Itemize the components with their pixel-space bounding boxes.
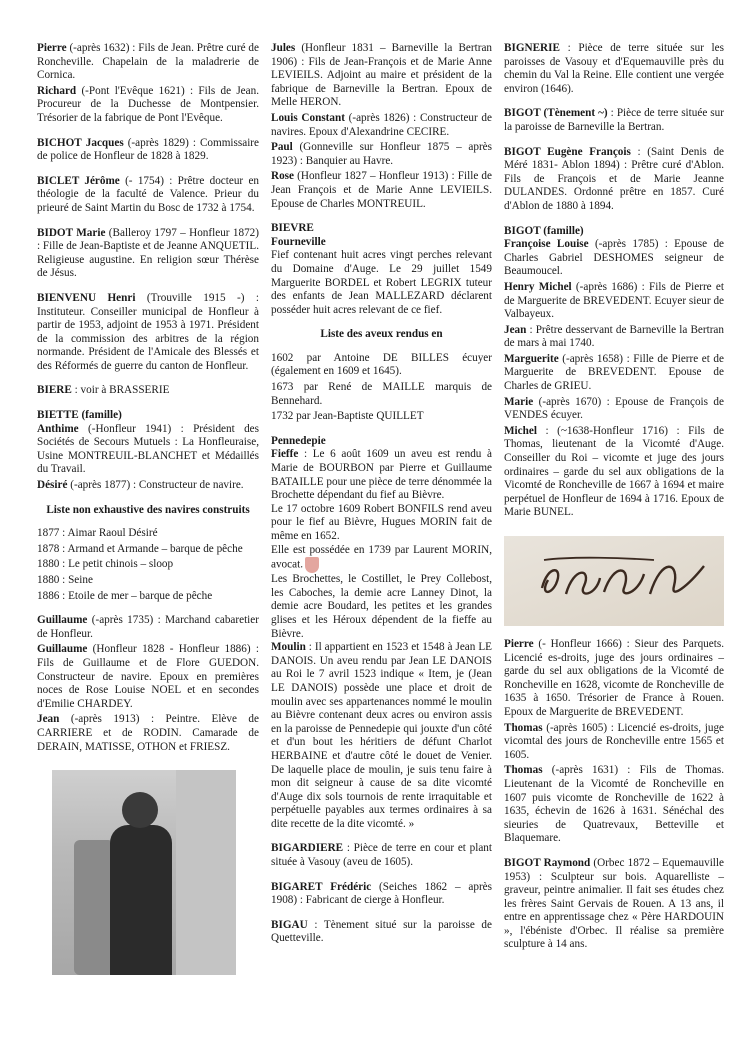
entry: Jean : Prêtre desservant de Barneville la Bertran de mars à mai 1740.	[504, 323, 724, 350]
entry: Pierre (- Honfleur 1666) : Sieur des Parquets. Licencié es-droits, juge des jours ordinaires – garde du sel aux obligations de la Vicomté de Roncheville en 1628, vicomte de Roncheville de 1635 à 1650. Trésorier de France à Rouen. Epoux de Marguerite de BREVEDENT.	[504, 638, 724, 718]
photo-easel	[74, 840, 114, 975]
list-item: 1880 : Seine	[37, 574, 93, 586]
entry: Louis Constant (-après 1826) : Constructeur de navires. Epoux d'Alexandrine CECIRE.	[271, 111, 492, 138]
entry: BIENVENU Henri (Trouville 1915 -) : Instituteur. Conseiller municipal de Honfleur à partir de 1953, adjoint de 1953 à 1971. Président de la commission des arbitres de la région normande. Président de l'Amicale des Blessés et des Réformés de guerre du canton de Honfleur.	[37, 291, 259, 372]
ship-list	[37, 527, 259, 603]
entry: Jules (Honfleur 1831 – Barneville la Bertran 1906) : Fils de Jean-François et de Marie Anne LEVIEILS. Adjoint au maire et président de la fabrique de Barneville la Bertran. Epoux de Melle HERON.	[271, 42, 492, 109]
entry: Guillaume (Honfleur 1828 - Honfleur 1886) : Fils de Guillaume et de Flore GUEDON. Constructeur de navire. Epoux en premières noces de Rose Louise NOEL et en secondes d'Emilie CHARDEY.	[37, 643, 259, 710]
entry: BIGOT (Tènement ~) : Pièce de terre située sur la paroisse de Barneville la Bertran.	[504, 107, 724, 133]
entry: Richard (-Pont l'Evêque 1621) : Fils de Jean. Procureur de la Duchesse de Montpensier. Trésorier de la fabrique de Pont l'Evêque.	[37, 84, 259, 124]
entry: BIGAU : Tènement situé sur la paroisse de Quetteville.	[271, 918, 492, 945]
entry: Fieffe : Le 6 août 1609 un aveu est rendu à Marie de BOURBON par Pierre et Guillaume BATAILLE pour une pièce de terre dénommée la Brochette dépendant du fief au Bièvre.	[271, 448, 492, 502]
entry-text: Elle est possédée en 1739 par Laurent MORIN, avocat.	[271, 544, 492, 574]
painter-photo	[52, 770, 236, 975]
photo-background	[176, 770, 236, 975]
entry: Désiré (-après 1877) : Constructeur de navire.	[37, 479, 244, 492]
entry: Marie (-après 1670) : Epouse de François de VENDES écuyer.	[504, 395, 724, 422]
entry: Thomas (-après 1631) : Fils de Thomas. Lieutenant de la Vicomté de Roncheville en 1607 puis vicomte de Roncheville de 1622 à 1635, échevin de 1626 à 1631. Sénéchal des sieuries de Quatrevaux, Betteville et Blaquemare.	[504, 764, 724, 845]
entry: Marguerite (-après 1658) : Fille de Pierre et de Marguerite de BREVEDENT. Epouse de Charles de GRIEU.	[504, 352, 724, 393]
entry: Moulin : Il appartient en 1523 et 1548 à Jean LE DANOIS. Un aveu rendu par Jean LE DANOIS au Roi le 7 avril 1523 indique « Item, je (Jean LE DANOIS) possède une place et droit de moulin avec ses appartenances nommé le moulin au Bièvre contenant deux acres ou environ assis en la paroisse de Pennedepie qui jouxte d'un côté et d'un bout les héritiers de défunt Charlot HERBAINE et d'autre côté le douet de Venier. De laquelle place de moulin, je suis tenu faire à mon dit seigneur à cause de sa dite vicomté d'Auge dix sols tournois de rente irraquitable et perpétuelle payables aux termes ordinaires à sa dite recette de la dite vicomté. »	[271, 641, 492, 830]
section-subheading: Pennedepie	[271, 434, 326, 447]
entry: Pierre (-après 1632) : Fils de Jean. Prêtre curé de Roncheville. Chapelain de la maladrerie de Cornica.	[37, 42, 259, 82]
entry-text: Le 17 octobre 1609 Robert BONFILS rend aveu pour le fief au Bièvre, Hugues MORIN fait de même en 1652.	[271, 502, 492, 542]
entry: BICHOT Jacques (-après 1829) : Commissaire de police de Honfleur de 1828 à 1829.	[37, 136, 259, 163]
list-item: 1877 : Aimar Raoul Désiré	[37, 527, 158, 540]
entry: Michel : (~1638-Honfleur 1716) : Fils de Thomas, lieutenant de la Vicomté d'Auge. Conseiller du Roi – vicomte et juge des jours ordinaires – garde du sel aux obligations de la Vicomté de Roncheville de 1667 à 1694 et maire perpétuel de Honfleur de 1694 à 1716. Epoux de Marie BUNEL.	[504, 424, 724, 519]
entry: Jean (-après 1913) : Peintre. Elève de CARRIERE et de RODIN. Camarade de DERAIN, MATISSE, OTHON et FRIESZ.	[37, 713, 259, 753]
entry: Henry Michel (-après 1686) : Fils de Pierre et de Marguerite de BREVEDENT. Ecuyer sieur de Valbayeux.	[504, 280, 724, 321]
column-3	[504, 42, 724, 963]
entry: BIGOT Raymond (Orbec 1872 – Equemauville 1953) : Sculpteur sur bois. Aquarelliste – graveur, peintre animalier. Il fait ses études chez les frères Saint Gervais de Rouen. A 13 ans, il entre en apprentissage chez « Père HARDOUIN », l'ébéniste d'Orbec. Il réalise sa première sculpture à 14 ans.	[504, 856, 724, 951]
list-item: 1602 par Antoine DE BILLES écuyer (également en 1609 et 1645).	[271, 351, 492, 378]
section-subheading: Fourneville	[271, 235, 326, 248]
entry: BIGARET Frédéric (Seiches 1862 – après 1908) : Fabricant de cierge à Honfleur.	[271, 880, 492, 907]
entry: Thomas (-après 1605) : Licencié es-droits, juge vicomtal des jours de Roncheville entre 1565 et 1605.	[504, 721, 724, 761]
section-text: Fief contenant huit acres vingt perches relevant du Domaine d'Auge. Le 29 juillet 1549 Marguerite BORDEL et Robert LEGRIX tuteur des enfants de Jean MALLEZARD déclarent posséder huit acres relevant de ce fief.	[271, 249, 492, 316]
ship-list-title: Liste non exhaustive des navires construits	[46, 503, 250, 516]
aveux-list	[271, 352, 492, 424]
list-item: 1886 : Etoile de mer – barque de pêche	[37, 589, 213, 602]
entry: BIGARDIERE : Pièce de terre en cour et plant située à Vasouy (aveu de 1605).	[271, 842, 492, 869]
list-item: 1732 par Jean-Baptiste QUILLET	[271, 410, 424, 423]
column-2	[271, 42, 492, 957]
list-item: 1880 : Le petit chinois – sloop	[37, 558, 174, 571]
column-1	[37, 42, 259, 975]
entry: BICLET Jérôme (- 1754) : Prêtre docteur en théologie de la faculté de Valence. Prieur du prieuré de Saint Martin du Bosc de 1732 à 1754.	[37, 174, 259, 214]
aveux-title: Liste des aveux rendus en	[320, 328, 443, 341]
entry: Anthime (-Honfleur 1941) : Président des Sociétés de Secours Mutuels : La Honfleuraise, Usine MONTREUIL-BLANCHET et Médaillés du Travail.	[37, 422, 259, 476]
photo-figure-head	[122, 792, 158, 828]
entry: Rose (Honfleur 1827 – Honfleur 1913) : Fille de Jean François et de Marie Anne LEVIEILS. Epouse de Charles MONTREUIL.	[271, 170, 492, 210]
signature-image	[504, 536, 724, 626]
entry: Guillaume (-après 1735) : Marchand cabaretier de Honfleur.	[37, 614, 259, 640]
photo-figure-body	[110, 825, 172, 975]
entry: BIGOT Eugène François : (Saint Denis de Méré 1831- Ablon 1894) : Prêtre curé d'Ablon. Fils de François et de Marie Jeanne DULANDES. Ordonné prêtre en 1857. Curé d'Ablon de 1880 à 1894.	[504, 145, 725, 212]
entry-text: Les Brochettes, le Costillet, le Prey Collebost, les Caboches, la demie acre Lanney Dinot, la demie acre Boudard, les petites et les grandes glises et les Héroux dépendent de la fieffe au Bièvre.	[271, 573, 492, 640]
entry: BIGNERIE : Pièce de terre située sur les paroisses de Vasouy et d'Equemauville près du chemin du Val la Reine. Elle contient une vergée environ (1646).	[504, 42, 724, 95]
entry: BIDOT Marie (Balleroy 1797 – Honfleur 1872) : Fille de Jean-Baptiste et de Jeanne ANQUETIL. Religieuse augustine. En religion sœur Thérèse de Jésus.	[37, 226, 259, 280]
section-heading: BIEVRE	[271, 222, 314, 235]
list-item: 1673 par René de MAILLE marquis de Bennehard.	[271, 381, 492, 407]
family-heading: BIETTE (famille)	[37, 409, 122, 422]
signature-icon	[504, 536, 724, 626]
list-item: 1878 : Armand et Armande – barque de pêche	[37, 542, 243, 555]
entry: Françoise Louise (-après 1785) : Epouse de Charles Gabriel DESHOMES seigneur de Beaumoucel.	[504, 238, 724, 278]
stamp-icon	[305, 557, 319, 573]
entry: Paul (Gonneville sur Honfleur 1875 – après 1923) : Banquier au Havre.	[271, 141, 492, 167]
family-heading: BIGOT (famille)	[504, 224, 584, 237]
entry: BIERE : voir à BRASSERIE	[37, 384, 170, 397]
